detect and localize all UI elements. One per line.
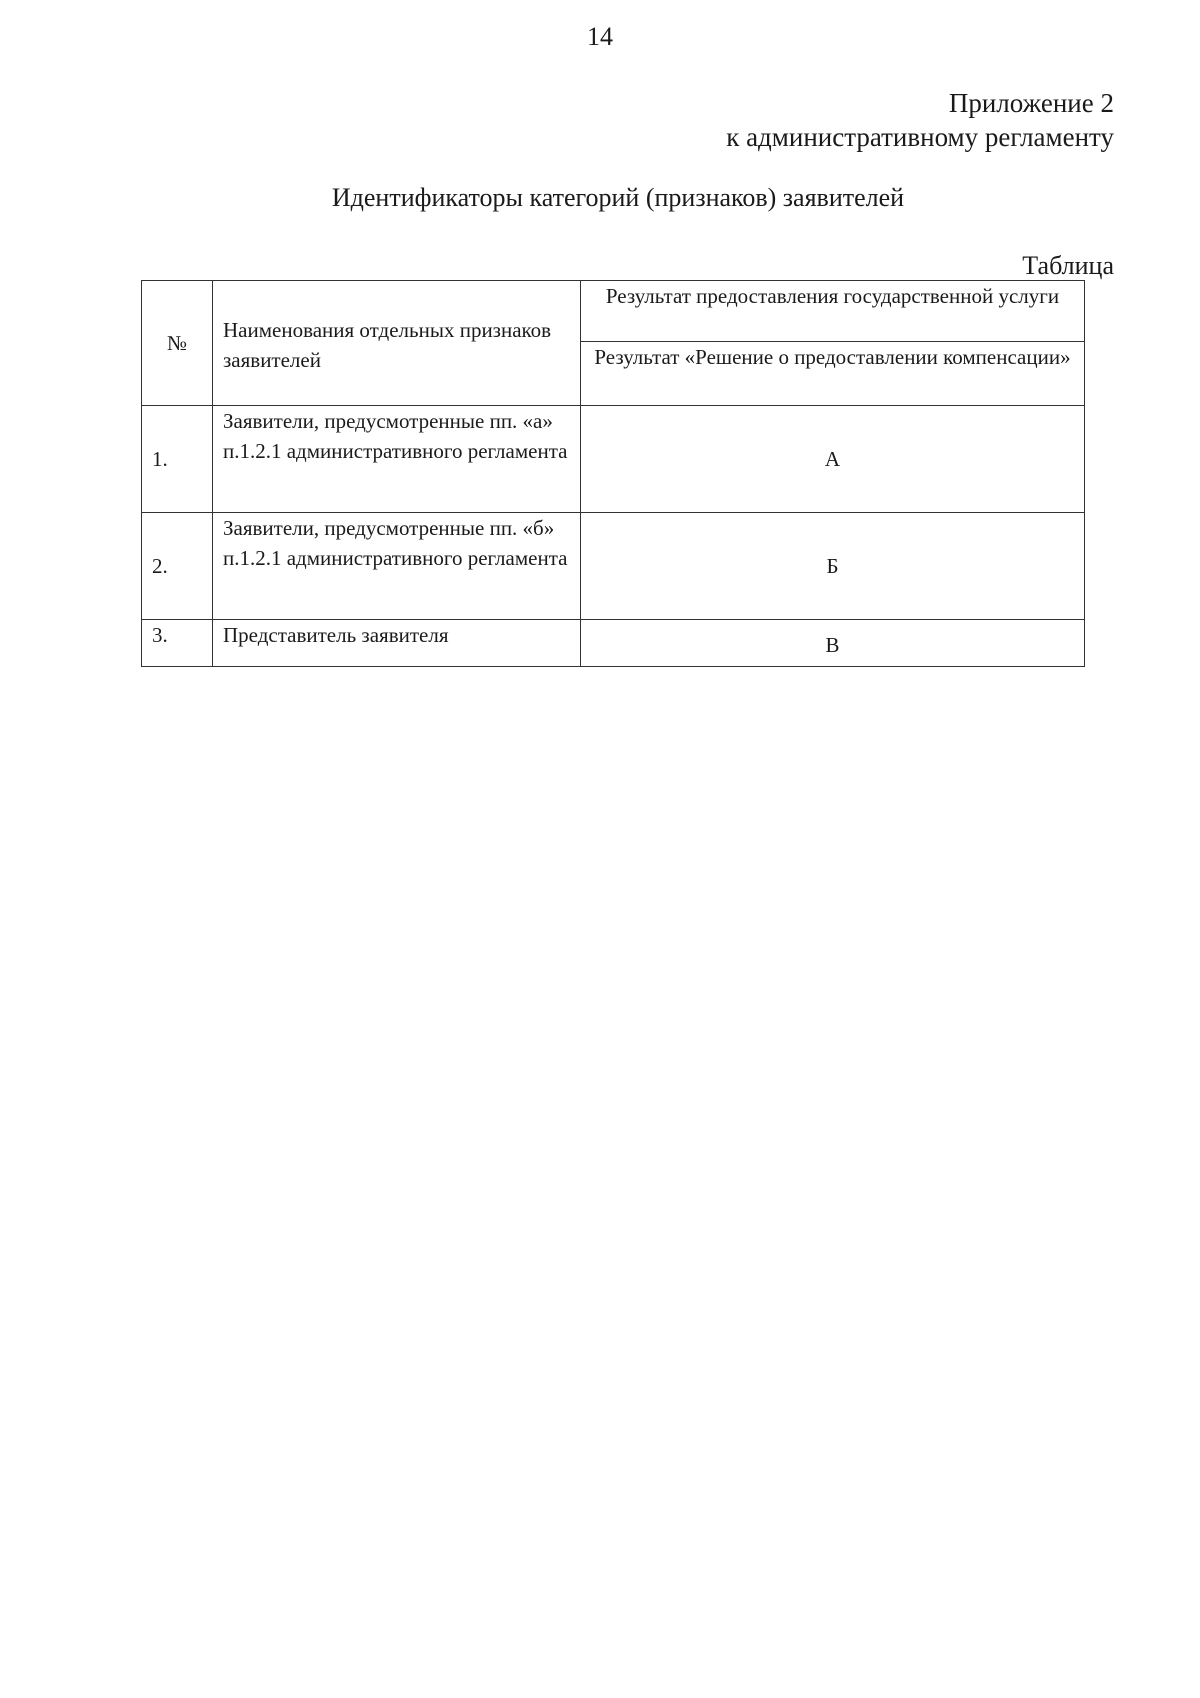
row-number: 2. [142,513,213,620]
appendix-line-1: Приложение 2 [948,88,1114,118]
table-row [142,513,1085,620]
row-value: В [581,620,1085,667]
row-value: Б [581,513,1085,620]
applicant-categories-table [141,280,1085,667]
header-result-group: Результат предоставления государственной услуги [581,281,1085,342]
table-row [142,406,1085,513]
appendix-header [726,86,1114,154]
header-name: Наименования отдельных признаков заявителей [213,281,581,406]
page-number: 14 [587,22,613,51]
row-number: 3. [142,620,213,667]
row-name: Заявители, предусмотренные пп. «а» п.1.2.1 административного регламента [213,406,581,513]
header-result-sub: Результат «Решение о предоставлении компенсации» [581,342,1085,406]
row-name: Заявители, предусмотренные пп. «б» п.1.2.1 административного регламента [213,513,581,620]
table-row [142,620,1085,667]
row-name: Представитель заявителя [213,620,581,667]
document-title: Идентификаторы категорий (признаков) заявителей [331,183,905,212]
row-number: 1. [142,406,213,513]
table-header-row [142,281,1085,342]
header-number: № [142,281,213,406]
row-value: А [581,406,1085,513]
table-caption: Таблица [1022,251,1114,280]
appendix-line-2: к административному регламенту [726,122,1114,152]
